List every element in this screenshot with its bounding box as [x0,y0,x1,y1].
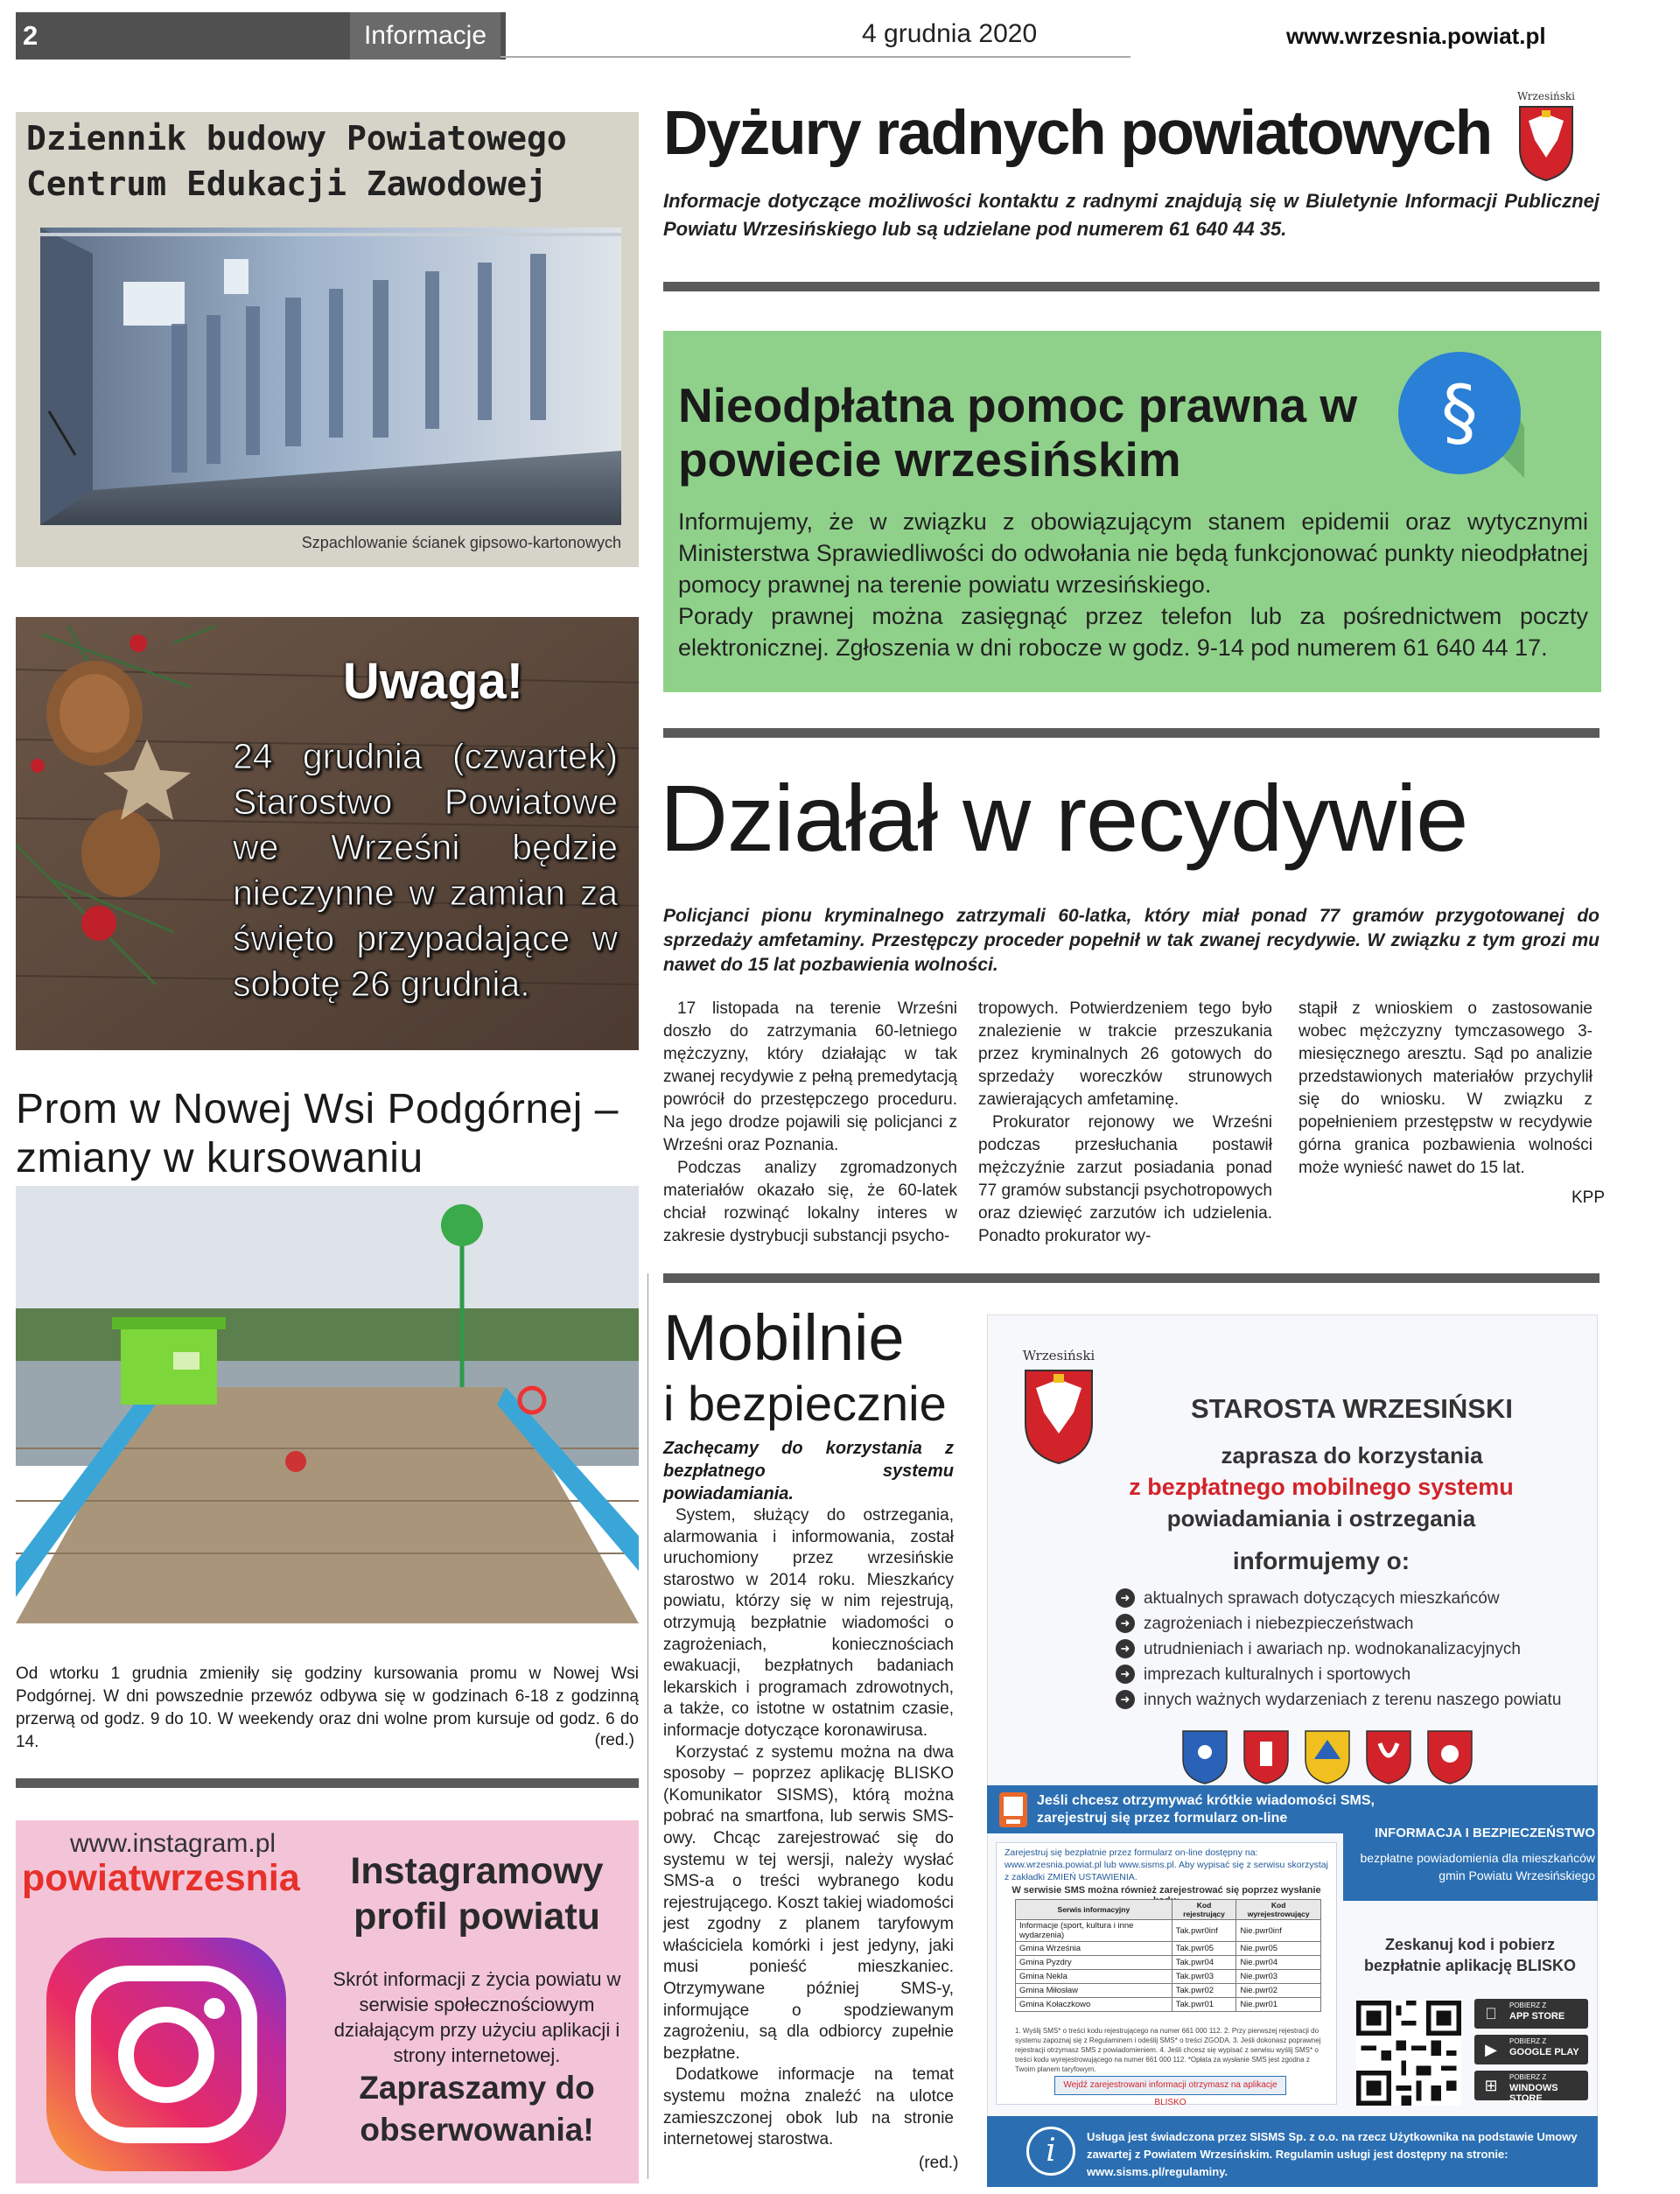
table-row [1016,1956,1321,1970]
article-paragraph: 17 listopada na terenie Wrześni doszło do zatrzymania 60-letniego mężczyzny, który działając w tak zwanej recydywie z pełną premedytacją powrócił do przestępczego proceduru. Na jego drodze pojawili się policjanci z Wrześni oraz Poznania. [663,999,957,1154]
mobile-article-lead: Zachęcamy do korzystania z bezpłatnego systemu powiadamiania. [663,1439,954,1504]
ferry-article-title: Prom w Nowej Wsi Podgórnej – zmiany w kursowaniu [16,1086,619,1181]
poster-informs-heading: informujemy o: [1232,1547,1410,1574]
poster-topic-list [1116,1586,1588,1713]
table-cell: Informacje (sport, kultura i inne wydarzenia) [1016,1920,1172,1942]
duty-article-text: Informacje dotyczące możliwości kontaktu z radnymi znajdują się w Biuletynie Informacji Publicznej Powiatu Wrzesińskiego lub są udzielane pod numerem 61 640 44 35. [663,190,1600,240]
instagram-heading: Instagramowy profil powiatu [350,1850,604,1938]
info-icon: i [1026,2127,1075,2176]
qr-code[interactable] [1356,2001,1461,2106]
county-crest-logo [1507,88,1586,184]
google-play-button[interactable] [1474,2035,1588,2064]
crime-article-lead: Policjanci pionu kryminalnego zatrzymali 60-latka, który miał ponad 77 gramów przygotowanej do sprzedaży amfetaminy. Przestępczy proceder popełnił w tak zwanej recydywie. W związku z tym grozi mu nawet do 15 lat pozbawienia wolności. [663,906,1600,975]
store-caption: POBIERZ Z [1509,2073,1547,2081]
article-paragraph: Dodatkowe informacje na temat systemu można znaleźć na ulotce zamieszczonej obok lub na stronie internetowej starostwa. [663,2065,954,2149]
list-item: ➜ innych ważnych wydarzeniach z terenu naszego powiatu [1116,1687,1588,1713]
crime-article-column-2 [978,998,1272,1248]
section-divider [663,282,1600,291]
instagram-url[interactable]: www.instagram.pl [70,1829,276,1858]
section-divider [663,1273,1600,1283]
table-cell: Gmina Miłosław [1016,1984,1172,1998]
mobile-article-body [663,1505,954,2151]
apple-icon [1481,2004,1501,2023]
table-row [1016,1984,1321,1998]
poster-heading: STAROSTA WRZESIŃSKI [1191,1393,1513,1424]
sms-band-text: Jeśli chcesz otrzymywać krótkie wiadomości SMS, zarejestruj się przez formularz on-line [1037,1793,1375,1826]
svg-text:Wrzesiński: Wrzesiński [1022,1348,1096,1363]
section-label: Informacje [363,21,487,50]
article-paragraph: Prokurator rejonowy we Wrześni podczas przesłuchania postawił mężczyźnie zarzut posiadania ponad 77 gramów substancji psychotropowych oraz dziewięć zarzutów ich udzielenia. Ponadto prokurator wy- [978,1113,1272,1245]
store-caption: POBIERZ Z [1509,2001,1547,2009]
instagram-description: Skrót informacji z życia powiatu w serwisie społecznościowym działającym przy użyciu aplikacji i strony internetowej. [332,1968,621,2066]
crime-article-title: Działał w recydywie [660,765,1468,871]
crime-article-column-3 [1298,998,1592,1180]
store-caption: POBIERZ Z [1509,2037,1547,2045]
notice-text: 24 grudnia (czwartek) Starostwo Powiatowe we Wrześni będzie nieczynne w zamian za święto przypadające w sobotę 26 grudnia. [233,736,618,1004]
website-link[interactable]: www.wrzesnia.powiat.pl [1286,23,1546,49]
table-row [1016,1970,1321,1984]
table-cell: Nie.pwr02 [1236,1984,1321,1998]
legal-aid-title: Nieodpłatna pomoc prawna w powiecie wrzesińskim [678,378,1358,487]
table-header-row [1016,1900,1321,1920]
sms-notes: 1. Wyślij SMS* o treści kodu rejestrującego na numer 661 000 112. 2. Przy pierwszej rejestracji do systemu zapoznaj się z Regulaminem i odeślij SMS* o treści ZGODA. 3. Jeśli dokonasz poprawnej rejestracji otrzymasz SMS z powiadomieniem. 4. Jeśli chcesz się wypisać z serwisu wyślij SMS* o treści kodu wyrejestrowującego na numer 661 000 112. *Opłata za wysłanie SMS jest zgodna z Twoim planem taryfowym. [1015,2027,1321,2073]
list-item: ➜ aktualnych sprawach dotyczących mieszkańców [1116,1586,1588,1611]
article-paragraph: System, służący do ostrzegania, alarmowania i informowania, został uruchomiony przez wrzesińskie starostwo w 2014 roku. Mieszkańcy powiatu, którzy się w nim rejestrują, otrzymują bezpłatnie wiadomości o zagrożeniach, koniecznościach ewakuacji, bezpłatnych badaniach lekarskich i programach zdrowotnych, a także, co istotne w ostatnim czasie, informacje dotyczące koronawirusa. [663,1506,954,1740]
table-cell: Tak.pwr02 [1172,1984,1236,1998]
table-cell: Nie.pwr0inf [1236,1920,1321,1942]
table-header: Kod wyrejestrowujący [1236,1900,1321,1920]
table-cell: Tak.pwr04 [1172,1956,1236,1970]
table-cell: Gmina Nekla [1016,1970,1172,1984]
google-play-icon: ▶ [1485,2041,1497,2058]
table-cell: Tak.pwr01 [1172,1998,1236,2012]
table-cell: Gmina Kołaczkowo [1016,1998,1172,2012]
table-cell: Nie.pwr05 [1236,1942,1321,1956]
table-row [1016,1920,1321,1942]
sms-table-title: W serwisie SMS można również zarejestrować się poprzez wysłanie [1012,1885,1321,1896]
legal-aid-paragraph: Informujemy, że w związku z obowiązującym stanem epidemii oraz wytycznymi Ministerstwa Sprawiedliwości do odwołania nie będą funkcjonować punkty nieodpłatnej pomocy prawnej na terenie powiatu wrzesińskiego. [678,508,1588,598]
photo-caption: Szpachlowanie ścianek gipsowo-kartonowych [301,534,621,551]
poster-footer-text: Usługa jest świadczona przez SISMS Sp. z o.o. na rzecz Użytkownika na podstawie Umowy zawartej z Powiatem Wrzesińskim. Regulamin usługi jest dostępny na stronie: www.sisms.pl/regulaminy. [1087,2130,1578,2178]
store-name: WINDOWS STORE [1509,2083,1558,2104]
article-paragraph: tropowych. Potwierdzeniem tego było znalezienie w trakcie przeszukania przez kryminalnych 26 gotowych do sprzedaży woreczków strunowych zawierających amfetaminę. [978,999,1272,1109]
poster-line-highlight: z bezpłatnego mobilnego systemu [1129,1474,1514,1500]
poster-line: zaprasza do korzystania [1221,1442,1483,1469]
mobile-article-title: Mobilnie [663,1301,905,1374]
page-number: 2 [23,20,38,51]
article-paragraph: Korzystać z systemu można na dwa sposoby – poprzez aplikację BLISKO (Komunikator SISMS), którą można pobrać na smartfona, lub serwis SMS-owy. Chcąc zarejestrować się do systemu w tej wersji, należy wysłać SMS-a o treści wybranego kodu rejestrującego. Koszt takiej wiadomości jest zgodny z planem taryfowym właściciela komórki i jest jedyny, jaki musi ponieść mieszkaniec. Otrzymywane później SMS-y, informujące o spodziewanym zagrożeniu, są dla odbiorcy zupełnie bezpłatne. [663,1742,954,2063]
legal-aid-text [678,506,1588,663]
table-cell: Nie.pwr03 [1236,1970,1321,1984]
sms-registration-info: Zarejestruj się bezpłatnie przez formularz on-line dostępny na: www.wrzesnia.powiat.pl lub www.sisms.pl. Aby wypisać się z serwisu skorzystaj z zakładki ZMIEŃ USTAWIENIA. [1004,1847,1328,1882]
sms-codes-table [1015,1899,1321,2012]
list-item: ➜ zagrożeniach i niebezpieczeństwach [1116,1611,1588,1637]
table-cell: Tak.pwr03 [1172,1970,1236,1984]
instagram-icon [39,1934,293,2175]
article-paragraph: stąpił z wnioskiem o zastosowanie wobec mężczyzny tymczasowego 3-miesięcznego aresztu. Sąd po analizie przedstawionych materiałów przychylił się do wniosku. W związku z popełnieniem przestępstw w recydywie górna granica pozbawienia wolności może wynieść nawet do 15 lat. [1298,999,1592,1177]
list-item: ➜ imprezach kulturalnych i sportowych [1116,1662,1588,1687]
ferry-photo [16,1186,639,1623]
section-divider [16,1778,639,1788]
legal-aid-paragraph: Porady prawnej można zasięgnąć przez telefon lub za pośrednictwem poczty elektronicznej. Zgłoszenia w dni robocze w godz. 9-14 pod numerem 61 640 44 17. [678,603,1588,661]
instagram-handle[interactable]: powiatwrzesnia [22,1857,300,1899]
mobile-article-signature: (red.) [919,2154,959,2172]
windows-icon: ⊞ [1484,2077,1498,2094]
construction-photo [40,228,621,525]
issue-date: 4 grudnia 2020 [862,19,1038,48]
table-cell: Tak.pwr0inf [1172,1920,1236,1942]
app-store-button[interactable] [1474,1999,1588,2029]
notice-title: Uwaga! [342,653,524,710]
blisko-info-button[interactable]: Wejdź zarejestrowani informacji otrzymasz na aplikacje BLISKO [1054,2076,1286,2095]
county-crest-logo [1017,1346,1101,1469]
paragraph-icon-glyph: § [1441,369,1478,455]
diary-title: Dziennik budowy Powiatowego Centrum Edukacji Zawodowej [26,119,567,203]
table-cell: Gmina Września [1016,1942,1172,1956]
table-cell: Gmina Pyzdry [1016,1956,1172,1970]
table-row [1016,1942,1321,1956]
scan-instruction: Zeskanuj kod i pobierz bezpłatnie aplikację BLISKO [1363,1936,1577,1974]
store-name: GOOGLE PLAY [1509,2047,1579,2057]
paragraph-icon [1395,348,1524,478]
crime-article-column-1 [663,998,957,1248]
table-cell: Tak.pwr05 [1172,1942,1236,1956]
list-item: ➜ utrudnieniach i awariach np. wodnokanalizacyjnych [1116,1637,1588,1662]
table-header: Serwis informacyjny [1016,1900,1172,1920]
table-row [1016,1998,1321,2012]
header-rule [500,56,1130,58]
svg-text:Wrzesiński: Wrzesiński [1517,90,1575,102]
instagram-cta: Zapraszamy do obserwowania! [359,2070,595,2148]
ferry-signature: (red.) [594,1731,634,1749]
info-security-text [1348,1825,1595,1884]
mobile-article-subtitle: i bezpiecznie [663,1376,947,1431]
windows-store-button[interactable] [1474,2071,1588,2104]
section-divider [663,728,1600,738]
table-cell: Nie.pwr01 [1236,1998,1321,2012]
ferry-article-text: Od wtorku 1 grudnia zmieniły się godziny kursowania promu w Nowej Wsi Podgórnej. W dni powszednie przewóz odbywa się w godzinach 6-18 z godzinną przerwą od godz. 9 do 10. W weekendy oraz dni wolne prom kursuje od godz. 6 do 14. [16,1665,639,1751]
info-security-title: INFORMACJA I BEZPIECZEŃSTWO [1375,1826,1595,1840]
crime-article-signature: KPP [1572,1188,1606,1207]
phone-icon [996,1791,1031,1829]
article-paragraph: Podczas analizy zgromadzonych materiałów okazało się, że 60-latek chciał rozwinąć lokalny interes w zakresie dystrybucji substancji psycho- [663,1159,957,1245]
table-cell: Nie.pwr04 [1236,1956,1321,1970]
info-security-subtitle: bezpłatne powiadomienia dla mieszkańców gmin Powiatu Wrzesińskiego [1360,1851,1595,1882]
duty-article-title: Dyżury radnych powiatowych [663,99,1492,168]
municipality-crests [1166,1724,1516,1785]
store-name: APP STORE [1509,2011,1565,2022]
table-header: Kod rejestrujący [1172,1900,1236,1920]
poster-line: powiadamiania i ostrzegania [1166,1505,1476,1532]
